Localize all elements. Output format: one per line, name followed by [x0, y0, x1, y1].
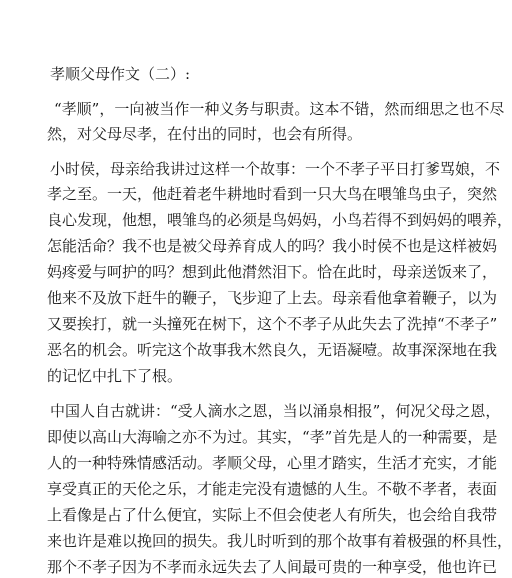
paragraph-line: 小时侯，母亲给我讲过这样一个故事：一个不孝子平日打爹骂娘，不 — [50, 160, 501, 178]
paragraph-line: 他来不及放下赶牛的鞭子，飞步迎了上去。母亲看他拿着鞭子，以为 — [47, 289, 498, 307]
paragraph-line: 上看像是占了什么便宜，实际上不但会使老人有所失，也会给自我带 — [47, 506, 498, 524]
paragraph-line: 人的一种特殊情感活动。孝顺父母，心里才踏实，生活才充实，才能 — [47, 454, 498, 472]
paragraph-line: 中国人自古就讲：“受人滴水之恩，当以涌泉相报”，何况父母之恩， — [50, 402, 501, 420]
paragraph-line: 孝之至。一天，他赶着老牛耕地时看到一只大鸟在喂雏鸟虫子，突然 — [47, 185, 498, 203]
paragraph-line: 享受真正的天伦之乐，才能走完没有遗憾的人生。不敬不孝者，表面 — [47, 480, 498, 498]
document-title: 孝顺父母作文（二）: — [50, 65, 191, 83]
paragraph-line: 妈疼爱与呵护的吗？想到此他潸然泪下。恰在此时，母亲送饭来了， — [47, 263, 498, 281]
paragraph-line: 良心发现，他想，喂雏鸟的必须是鸟妈妈，小鸟若得不到妈妈的喂养， — [47, 211, 512, 229]
paragraph-line: 然，对父母尽孝，在付出的同时，也会有所得。 — [47, 125, 363, 143]
paragraph-line: 的记忆中扎下了根。 — [47, 367, 183, 385]
paragraph-line: “孝顺”，一向被当作一种义务与职责。这本不错，然而细思之也不尽 — [54, 100, 505, 118]
paragraph-line: 那个不孝子因为不孝而永远失去了人间最可贵的一种享受，他也许已 — [47, 558, 498, 576]
paragraph-line: 怎能活命？我不也是被父母养育成人的吗？我小时侯不也是这样被妈 — [47, 237, 498, 255]
paragraph-line: 来也许是难以挽回的损失。我儿时听到的那个故事有着极强的杯具性， — [47, 532, 512, 550]
paragraph-line: 恶名的机会。听完这个故事我木然良久，无语凝噎。故事深深地在我 — [47, 341, 498, 359]
paragraph-line: 又要挨打，就一头撞死在树下，这个不孝子从此失去了洗掉“不孝子” — [47, 315, 498, 333]
paragraph-line: 即使以高山大海喻之亦不为过。其实，“孝”首先是人的一种需要，是 — [47, 428, 498, 446]
